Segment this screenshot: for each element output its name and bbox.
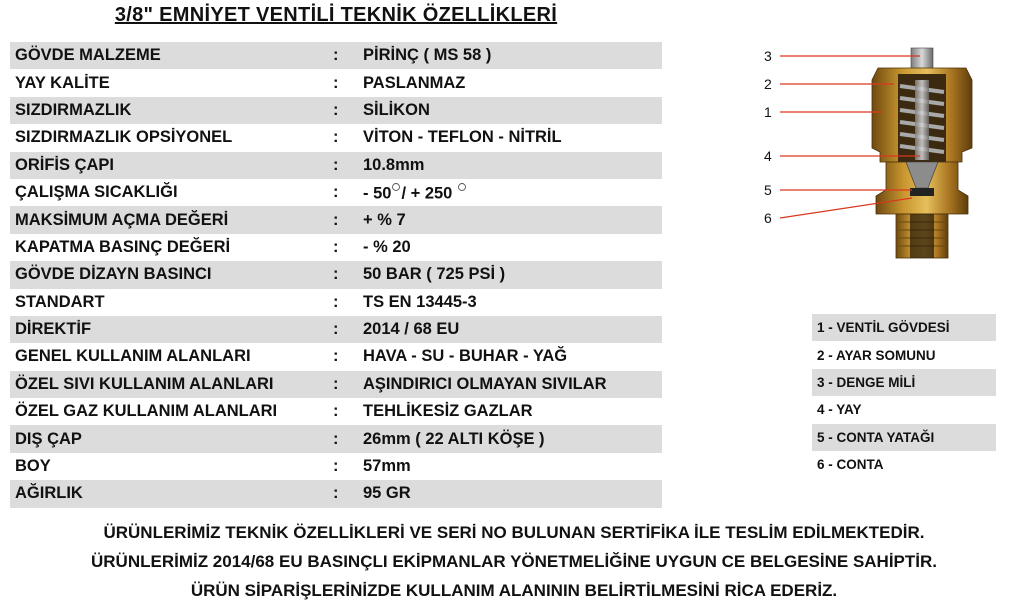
spec-separator: : <box>333 73 339 92</box>
note-line: ÜRÜN SİPARİŞLERİNİZDE KULLANIM ALANININ BELİRTİLMESİNİ RİCA EDERİZ. <box>190 581 838 600</box>
spec-row <box>10 398 662 425</box>
spec-separator: : <box>333 347 339 366</box>
spec-separator: : <box>333 265 339 284</box>
spec-row <box>10 480 662 507</box>
spec-table <box>10 42 662 508</box>
spec-separator: : <box>333 484 339 503</box>
spec-separator: : <box>333 429 339 448</box>
callout-number: 3 <box>764 48 772 64</box>
spec-value: TS EN 13445-3 <box>363 292 477 311</box>
spec-value: 57mm <box>363 457 411 476</box>
spec-value: PİRİNÇ ( MS 58 ) <box>363 46 492 65</box>
spec-separator: : <box>333 374 339 393</box>
spec-value: 50 BAR ( 725 PSİ ) <box>363 265 506 284</box>
degree-icon <box>391 182 401 192</box>
spec-label: BOY <box>15 457 51 476</box>
callout-number: 2 <box>764 76 772 92</box>
spec-row <box>10 453 662 480</box>
spec-label: DİREKTİF <box>15 320 92 339</box>
spec-label: YAY KALİTE <box>15 73 110 92</box>
spec-separator: : <box>333 210 339 229</box>
spec-row <box>10 152 662 179</box>
spec-label: AĞIRLIK <box>15 484 83 503</box>
legend-item: 2 - AYAR SOMUNU <box>812 341 996 368</box>
spec-value: SİLİKON <box>363 100 430 119</box>
spec-separator: : <box>333 46 339 65</box>
spec-separator: : <box>333 100 339 119</box>
spec-label: ÖZEL SIVI KULLANIM ALANLARI <box>15 374 274 393</box>
spec-separator: : <box>333 292 339 311</box>
legend-item: 6 - CONTA <box>812 451 996 478</box>
spec-label: SIZDIRMAZLIK <box>15 100 132 119</box>
spec-separator: : <box>333 128 339 147</box>
spec-row <box>10 289 662 316</box>
spec-value: HAVA - SU - BUHAR - YAĞ <box>363 347 568 366</box>
spec-row <box>10 343 662 370</box>
spec-row <box>10 371 662 398</box>
spec-label: GÖVDE MALZEME <box>15 46 161 65</box>
callout-number: 4 <box>764 148 772 164</box>
temperature-min: - 50 <box>363 184 392 203</box>
spec-value: - % 20 <box>363 237 411 256</box>
spec-value: 2014 / 68 EU <box>363 320 460 339</box>
note-line: ÜRÜNLERİMİZ TEKNİK ÖZELLİKLERİ VE SERİ NO BULUNAN SERTİFİKA İLE TESLİM EDİLMEKTEDİR. <box>103 523 925 542</box>
spec-label: ORİFİS ÇAPI <box>15 155 115 174</box>
spec-row <box>10 69 662 96</box>
spec-separator: : <box>333 320 339 339</box>
spec-separator: : <box>333 155 339 174</box>
spec-label: GENEL KULLANIM ALANLARI <box>15 347 251 366</box>
page-title: 3/8" EMNİYET VENTİLİ TEKNİK ÖZELLİKLERİ <box>114 4 558 26</box>
callout-number: 1 <box>764 104 772 120</box>
spec-value-temperature <box>363 182 662 204</box>
spec-row <box>10 206 662 233</box>
spec-label: DIŞ ÇAP <box>15 429 82 448</box>
spec-value: 95 GR <box>363 484 411 503</box>
spec-row <box>10 179 662 206</box>
degree-icon <box>457 182 467 192</box>
legend-item: 4 - YAY <box>812 396 996 423</box>
spec-value: TEHLİKESİZ GAZLAR <box>363 402 533 421</box>
spec-value: 10.8mm <box>363 155 425 174</box>
callout-number: 5 <box>764 182 772 198</box>
callout-number: 6 <box>764 210 772 226</box>
note-line: ÜRÜNLERİMİZ 2014/68 EU BASINÇLI EKİPMANLAR YÖNETMELİĞİNE UYGUN CE BELGESİNE SAHİPTİR. <box>90 552 937 571</box>
spec-value: + % 7 <box>363 210 406 229</box>
spec-value: VİTON - TEFLON - NİTRİL <box>363 128 562 147</box>
temperature-max: / + 250 <box>401 184 453 203</box>
spec-row <box>10 425 662 452</box>
footer-notes <box>0 518 1028 605</box>
spec-row <box>10 234 662 261</box>
spec-row <box>10 261 662 288</box>
spec-value: AŞINDIRICI OLMAYAN SIVILAR <box>363 374 607 393</box>
valve-diagram <box>760 40 1000 270</box>
spec-separator: : <box>333 237 339 256</box>
spec-label: ÖZEL GAZ KULLANIM ALANLARI <box>15 402 278 421</box>
legend-item: 3 - DENGE MİLİ <box>812 369 996 396</box>
valve-cutaway-illustration <box>760 40 1000 270</box>
spec-label: SIZDIRMAZLIK OPSİYONEL <box>15 128 233 147</box>
parts-legend <box>812 314 996 478</box>
spec-row <box>10 124 662 151</box>
spec-label: KAPATMA BASINÇ DEĞERİ <box>15 237 231 256</box>
spec-label: ÇALIŞMA SICAKLIĞI <box>15 183 178 202</box>
spec-row <box>10 316 662 343</box>
spec-label: MAKSİMUM AÇMA DEĞERİ <box>15 210 229 229</box>
spec-separator: : <box>333 402 339 421</box>
spec-row <box>10 97 662 124</box>
spec-label: GÖVDE DİZAYN BASINCI <box>15 265 212 284</box>
legend-item: 5 - CONTA YATAĞI <box>812 424 996 451</box>
spec-label: STANDART <box>15 292 105 311</box>
spec-value: PASLANMAZ <box>363 73 466 92</box>
spec-separator: : <box>333 457 339 476</box>
spec-separator: : <box>333 183 339 202</box>
spec-row <box>10 42 662 69</box>
spec-value: 26mm ( 22 ALTI KÖŞE ) <box>363 429 545 448</box>
legend-item: 1 - VENTİL GÖVDESİ <box>812 314 996 341</box>
